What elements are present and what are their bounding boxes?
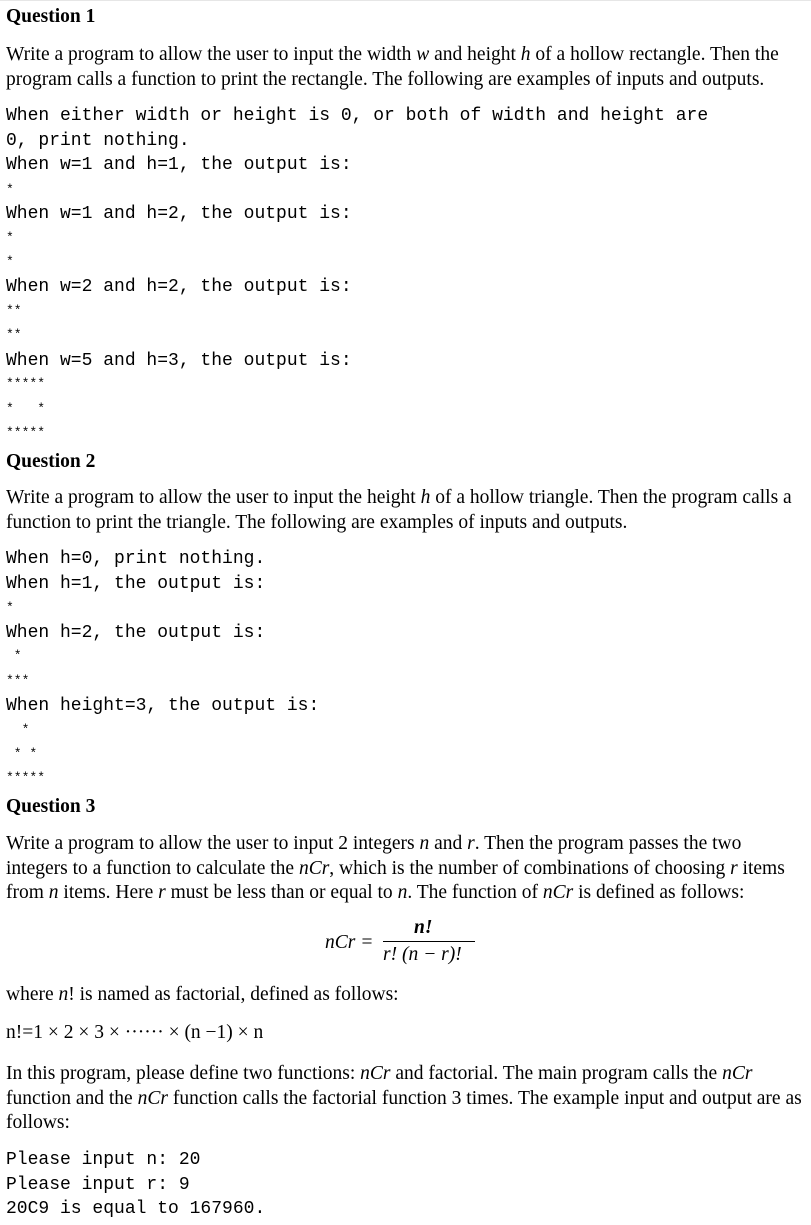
question-2-intro: Write a program to allow the user to input the height h of a hollow triangle. Then the program calls a function to print the triangle. The following are examples of inputs and outputs.	[6, 487, 792, 533]
q1-example-1-label: When w=1 and h=1, the output is:	[6, 155, 352, 175]
q1-example-4-output-line: *****	[6, 376, 46, 391]
q1-example-2-output-line: *	[6, 230, 14, 245]
q1-example-3-output-line: **	[6, 303, 22, 318]
factorial-intro: where n! is named as factorial, defined as follows:	[6, 984, 399, 1005]
q2-example-2-label: When h=2, the output is:	[6, 623, 266, 643]
q1-rule-line-1: When either width or height is 0, or both of width and height are	[6, 106, 709, 126]
q1-example-3-label: When w=2 and h=2, the output is:	[6, 277, 352, 297]
fraction-bar	[383, 941, 475, 942]
question-1-title: Question 1	[6, 6, 96, 27]
top-border	[0, 0, 811, 1]
factorial-definition: n!=1 × 2 × 3 × ······ × (n −1) × n	[6, 1022, 264, 1043]
formula-lhs: nCr =	[325, 932, 374, 953]
q2-example-3-output-line: *****	[6, 770, 46, 785]
q1-example-2-label: When w=1 and h=2, the output is:	[6, 204, 352, 224]
formula-denominator: r! (n − r)!	[383, 944, 462, 965]
formula-numerator: n!	[414, 917, 433, 938]
question-3-intro: Write a program to allow the user to input 2 integers n and r. Then the program passes the two integers to a function to calculate the nCr, which is the number of combinations of choosing r items from n items. Here r must be less than or equal to n. The function of nCr is defined as follows:	[6, 833, 785, 903]
q2-example-3-label: When height=3, the output is:	[6, 696, 320, 716]
question-1-intro: Write a program to allow the user to input the width w and height h of a hollow rectangle. Then the program calls a function to print the rectangle. The following are examples of inputs and outputs.	[6, 44, 779, 90]
q1-rule-line-2: 0, print nothing.	[6, 130, 190, 151]
question-3-title: Question 3	[6, 796, 96, 817]
q1-example-4-label: When w=5 and h=3, the output is:	[6, 351, 352, 371]
q1-example-3-output-line: **	[6, 327, 22, 342]
q2-example-1-output-line: *	[6, 600, 14, 615]
q1-example-4-output-line: * *	[6, 401, 46, 416]
q1-example-1-output-line: *	[6, 182, 14, 197]
q2-example-2-output-line: *	[6, 648, 22, 663]
q2-example-3-output-line: *	[6, 722, 30, 737]
io-example-line-1: Please input n: 20	[6, 1150, 201, 1170]
q2-example-0-label: When h=0, print nothing.	[6, 549, 266, 569]
q2-example-1-label: When h=1, the output is:	[6, 574, 266, 594]
q2-example-2-output-line: ***	[6, 673, 30, 688]
question-3-instructions: In this program, please define two functions: nCr and factorial. The main program calls the nCr function and the nCr function calls the factorial function 3 times. The example input and output are as follows:	[6, 1063, 802, 1133]
io-example-line-2: Please input r: 9	[6, 1175, 190, 1195]
q1-example-2-output-line: *	[6, 254, 14, 269]
question-2-title: Question 2	[6, 451, 96, 472]
q2-example-3-output-line: * *	[6, 746, 38, 761]
io-example-line-3: 20C9 is equal to 167960.	[6, 1199, 266, 1219]
q1-example-4-output-line: *****	[6, 425, 46, 440]
